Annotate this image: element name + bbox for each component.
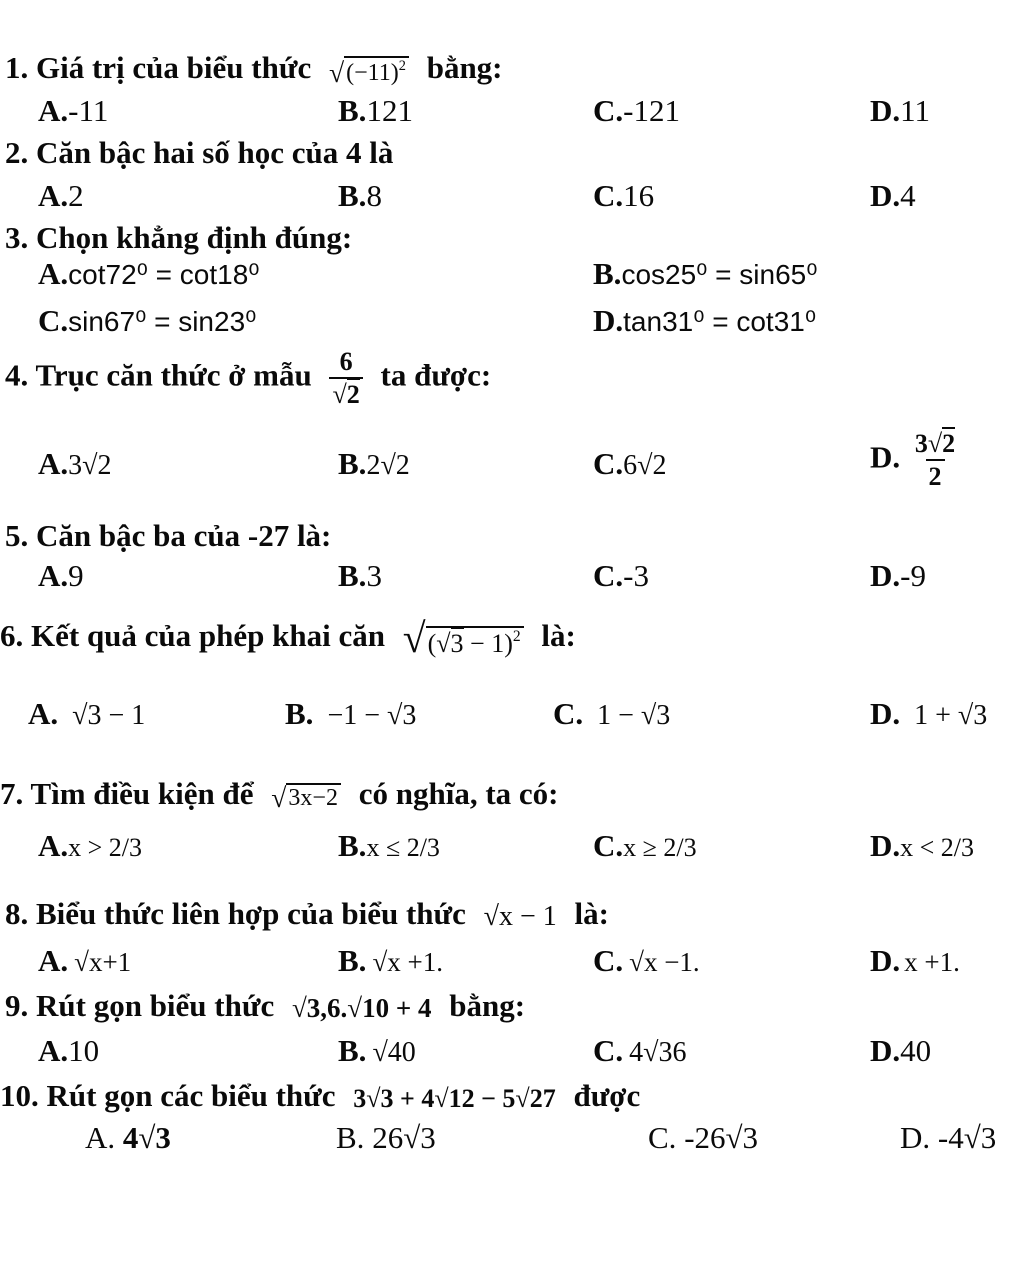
q4-option-b[interactable]: B.2√2 bbox=[338, 446, 410, 481]
q1-option-d[interactable]: D.11 bbox=[870, 93, 930, 128]
question-1-stem: 1. Giá trị của biểu thức bbox=[5, 50, 312, 85]
question-3 bbox=[5, 222, 352, 253]
q2-option-a[interactable]: A.2 bbox=[38, 178, 84, 213]
q10-option-a[interactable]: A. 4√3 bbox=[85, 1120, 171, 1155]
q3-option-a[interactable]: A.cot72⁰ = cot18⁰ bbox=[38, 256, 260, 291]
q6-option-a[interactable]: A. √3 − 1 bbox=[28, 696, 146, 731]
question-1-tail: bằng: bbox=[426, 50, 503, 85]
question-1-expr: √ $(-11)^2$ bbox=[329, 56, 409, 86]
question-9-stem: 9. Rút gọn biểu thức bbox=[5, 988, 275, 1023]
q1-option-a[interactable]: A.-11 bbox=[38, 93, 109, 128]
question-10-tail: được bbox=[573, 1078, 641, 1113]
question-8 bbox=[5, 898, 609, 931]
question-8-expr: √x − 1 bbox=[483, 900, 557, 932]
question-1 bbox=[5, 50, 503, 89]
question-2 bbox=[5, 137, 393, 168]
question-9 bbox=[5, 990, 525, 1022]
question-6-stem: 6. Kết quả của phép khai căn bbox=[0, 618, 386, 653]
question-7-expr: √ 3x−2 bbox=[271, 783, 341, 811]
q2-option-d[interactable]: D.4 bbox=[870, 178, 916, 213]
q8-option-c[interactable]: C. √x −1. bbox=[593, 943, 700, 978]
q5-option-b[interactable]: B.3 bbox=[338, 558, 382, 593]
q7-option-a[interactable]: A.x > 2/3 bbox=[38, 828, 143, 863]
q8-option-a[interactable]: A. √x+1 bbox=[38, 943, 132, 978]
q2-option-c[interactable]: C.16 bbox=[593, 178, 655, 213]
q1-option-b[interactable]: B.121 bbox=[338, 93, 413, 128]
question-9-expr: √3,6.√10 + 4 bbox=[291, 993, 432, 1024]
q2-option-b[interactable]: B.8 bbox=[338, 178, 382, 213]
q9-option-b[interactable]: B. √40 bbox=[338, 1033, 416, 1068]
q10-option-b[interactable]: B. 26√3 bbox=[336, 1120, 436, 1155]
question-5-stem: 5. Căn bậc ba của -27 là: bbox=[5, 518, 332, 553]
question-10-stem: 10. Rút gọn các biểu thức bbox=[0, 1078, 336, 1113]
q7-option-d[interactable]: D.x < 2/3 bbox=[870, 828, 975, 863]
q1-option-c[interactable]: C.-121 bbox=[593, 93, 680, 128]
question-8-stem: 8. Biểu thức liên hợp của biểu thức bbox=[5, 896, 466, 931]
question-7-stem: 7. Tìm điều kiện để bbox=[0, 776, 254, 811]
question-4-tail: ta được: bbox=[380, 357, 492, 393]
q7-option-c[interactable]: C.x ≥ 2/3 bbox=[593, 828, 697, 863]
q5-option-c[interactable]: C.-3 bbox=[593, 558, 649, 593]
q4-option-a[interactable]: A.3√2 bbox=[38, 446, 112, 481]
q9-option-a[interactable]: A.10 bbox=[38, 1033, 100, 1068]
q6-option-b[interactable]: B. −1 − √3 bbox=[285, 696, 417, 731]
q9-option-d[interactable]: D.40 bbox=[870, 1033, 932, 1068]
question-3-stem: 3. Chọn khẳng định đúng: bbox=[5, 220, 353, 255]
question-8-tail: là: bbox=[574, 896, 609, 931]
q10-option-d[interactable]: D. -4√3 bbox=[900, 1120, 997, 1155]
q5-option-a[interactable]: A.9 bbox=[38, 558, 84, 593]
q3-option-c[interactable]: C.sin67⁰ = sin23⁰ bbox=[38, 303, 257, 338]
q5-option-d[interactable]: D.-9 bbox=[870, 558, 926, 593]
q4-option-c[interactable]: C.6√2 bbox=[593, 446, 667, 481]
q10-option-c[interactable]: C. -26√3 bbox=[648, 1120, 759, 1155]
question-5 bbox=[5, 520, 331, 551]
q8-option-d[interactable]: D. x +1. bbox=[870, 943, 960, 978]
question-10-expr: 3√3 + 4√12 − 5√27 bbox=[353, 1083, 556, 1113]
question-4-stem: 4. Trục căn thức ở mẫu bbox=[5, 357, 312, 393]
q6-option-c[interactable]: C. 1 − √3 bbox=[553, 696, 671, 731]
question-4-expr: $\frac{6}{√2}$ bbox=[329, 348, 362, 409]
question-4 bbox=[5, 348, 491, 409]
q8-option-b[interactable]: B. √x +1. bbox=[338, 943, 443, 978]
question-10 bbox=[0, 1080, 640, 1112]
q9-option-c[interactable]: C. 4√36 bbox=[593, 1033, 687, 1068]
question-7-tail: có nghĩa, ta có: bbox=[358, 776, 559, 811]
question-9-tail: bằng: bbox=[449, 988, 526, 1023]
question-2-stem: 2. Căn bậc hai số học của 4 là bbox=[5, 135, 394, 170]
q6-option-d[interactable]: D. 1 + √3 bbox=[870, 696, 988, 731]
q3-option-b[interactable]: B.cos25⁰ = sin65⁰ bbox=[593, 256, 818, 291]
question-6-expr: √ $(√3 - 1)^2$ bbox=[403, 620, 524, 657]
question-6 bbox=[0, 615, 576, 662]
question-6-tail: là: bbox=[541, 618, 576, 653]
q4-option-d[interactable]: D. $\frac{3√2}{2}$ bbox=[870, 429, 956, 492]
q7-option-b[interactable]: B.x ≤ 2/3 bbox=[338, 828, 440, 863]
question-7 bbox=[0, 776, 559, 814]
q3-option-d[interactable]: D.tan31⁰ = cot31⁰ bbox=[593, 303, 817, 338]
